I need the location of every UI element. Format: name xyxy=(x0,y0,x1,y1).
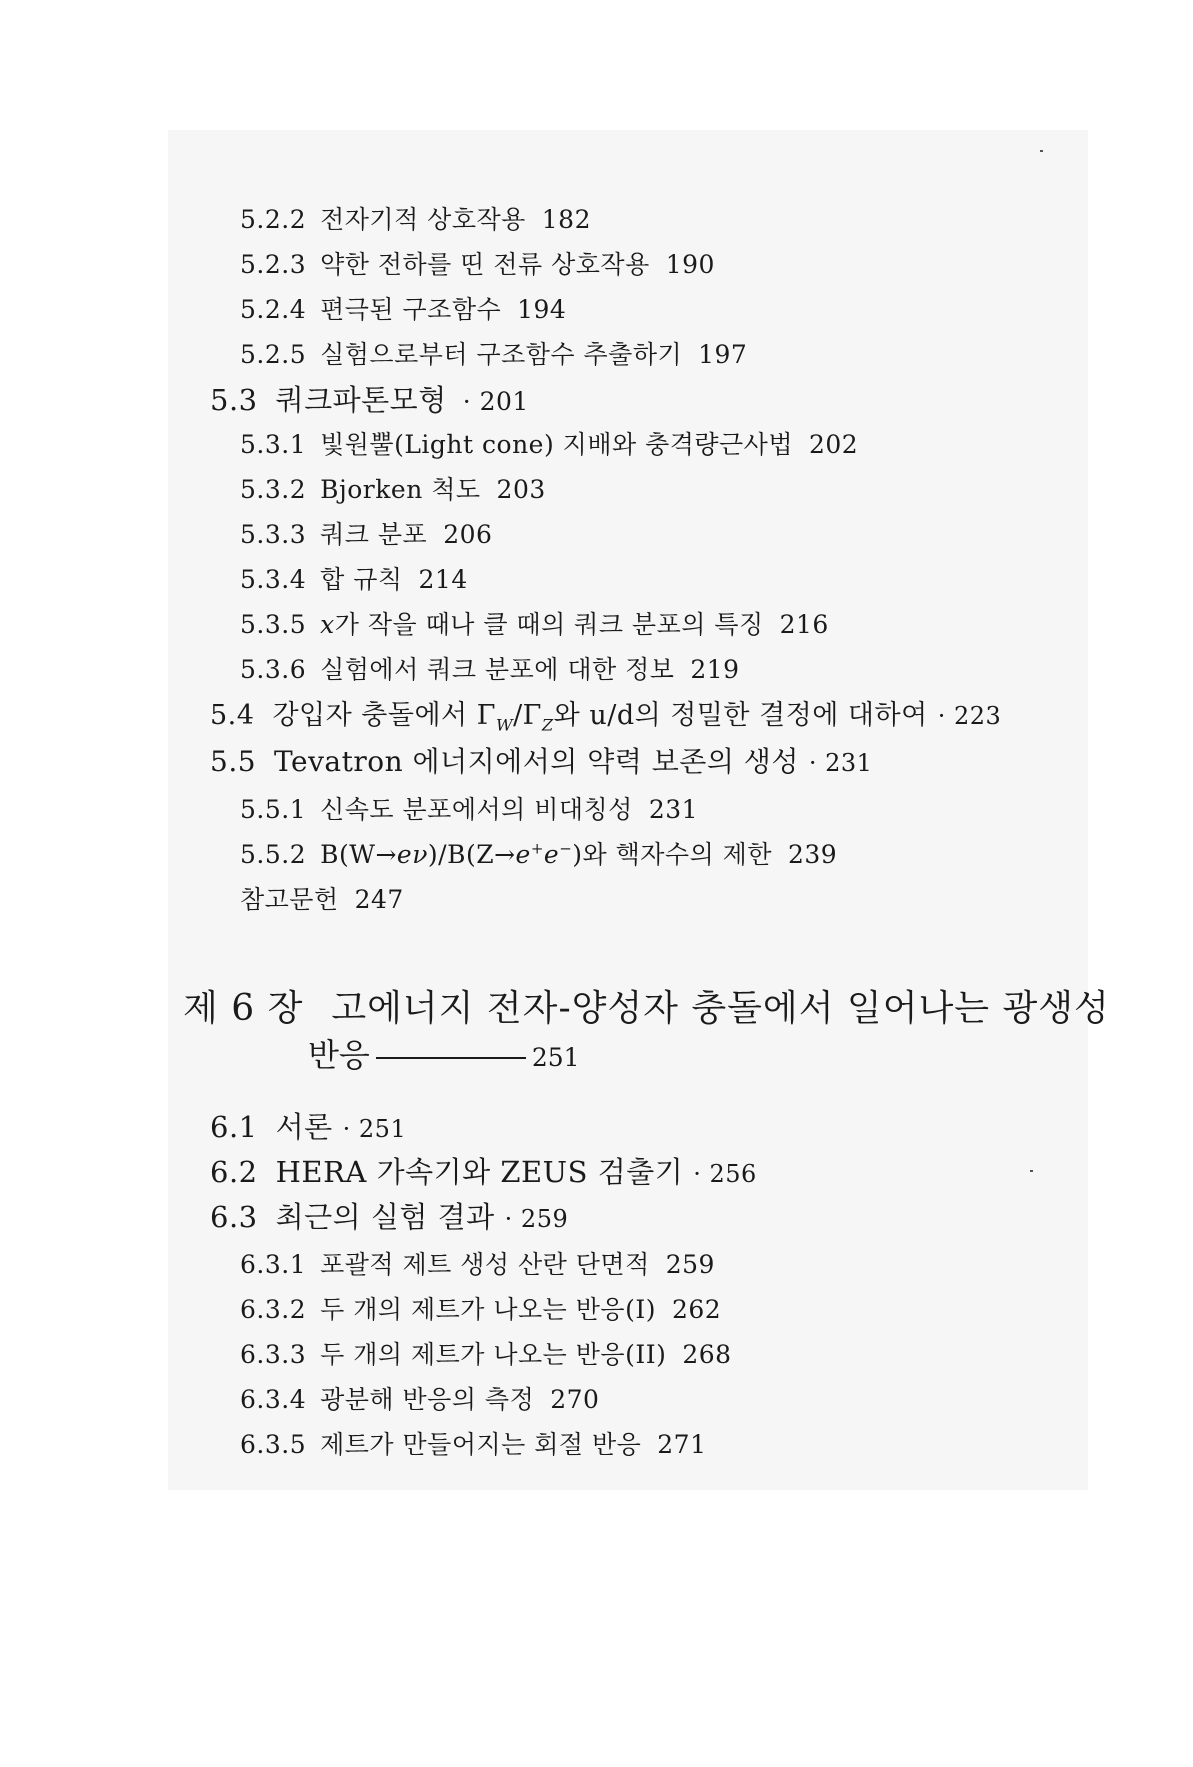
page-number: 259 xyxy=(665,1250,715,1279)
page-number: 214 xyxy=(418,565,468,594)
page-number: 231 xyxy=(648,795,699,824)
math-variable: x xyxy=(320,610,335,639)
section-number: 6.3.5 xyxy=(240,1430,307,1459)
toc-section xyxy=(210,378,529,419)
page-number: 262 xyxy=(671,1295,722,1324)
page-number: 203 xyxy=(496,475,546,504)
toc-entry xyxy=(240,1290,721,1326)
toc-entry xyxy=(240,1425,707,1461)
toc-entry xyxy=(240,335,747,371)
section-number: 5.5.2 xyxy=(240,840,307,869)
section-title: 포괄적 제트 생성 산란 단면적 xyxy=(320,1250,650,1279)
toc-entry xyxy=(240,650,740,686)
scan-speck xyxy=(1030,1170,1033,1172)
chapter-heading xyxy=(183,980,1110,1031)
page-number: 270 xyxy=(550,1385,600,1414)
section-title: 합 규칙 xyxy=(320,565,403,594)
section-title: 빛원뿔(Light cone) 지배와 충격량근사법 xyxy=(320,430,793,459)
formula-part: eν xyxy=(396,840,428,869)
section-title: 광분해 반응의 측정 xyxy=(320,1385,535,1414)
formula-part: e xyxy=(515,840,531,869)
toc-entry xyxy=(240,200,591,236)
toc-entry xyxy=(240,605,829,641)
section-number: 5.2.3 xyxy=(240,250,307,279)
chapter-heading-continued xyxy=(308,1030,580,1076)
section-number: 5.4 xyxy=(210,700,255,731)
section-number: 5.3 xyxy=(210,383,258,417)
section-title: 약한 전하를 띤 전류 상호작용 xyxy=(320,250,650,279)
section-number: 5.5.1 xyxy=(240,795,307,824)
toc-entry xyxy=(240,1380,599,1416)
section-number: 6.3.1 xyxy=(240,1250,307,1279)
chapter-label: 제 6 장 xyxy=(183,988,304,1029)
toc-section xyxy=(210,1105,406,1146)
section-number: 5.2.5 xyxy=(240,340,307,369)
toc-entry xyxy=(240,880,404,916)
toc-entry xyxy=(240,515,492,551)
toc-entry xyxy=(240,1245,715,1281)
section-number: 5.3.6 xyxy=(240,655,307,684)
section-title: 실험에서 쿼크 분포에 대한 정보 xyxy=(320,655,675,684)
formula-part: )/B(Z→ xyxy=(427,840,516,869)
formula-part: e xyxy=(543,840,560,869)
section-title: 쿼크파톤모형 xyxy=(275,383,447,417)
section-title: 제트가 만들어지는 회절 반응 xyxy=(320,1430,642,1459)
section-number: 5.2.2 xyxy=(240,205,307,234)
section-title: 신속도 분포에서의 비대칭성 xyxy=(320,795,633,824)
section-title: 편극된 구조함수 xyxy=(320,295,502,324)
page-number: 197 xyxy=(698,340,748,369)
section-title: 실험으로부터 구조함수 추출하기 xyxy=(320,340,683,369)
page-number: 219 xyxy=(690,655,740,684)
section-title: Tevatron 에너지에서의 약력 보존의 생성 xyxy=(274,745,799,778)
page-number: 190 xyxy=(665,250,715,279)
toc-entry xyxy=(240,1335,732,1371)
page-number: 268 xyxy=(682,1340,732,1369)
toc-entry xyxy=(240,470,546,506)
formula-part: )와 핵자수의 제한 xyxy=(572,840,772,869)
section-title: 가 작을 때나 클 때의 쿼크 분포의 특징 xyxy=(334,610,764,639)
toc-entry xyxy=(240,790,698,826)
section-title: 쿼크 분포 xyxy=(320,520,428,549)
section-number: 5.5 xyxy=(210,745,257,778)
section-title-part: 와 u/d의 정밀한 결정에 대하여 xyxy=(553,700,928,731)
toc-entry xyxy=(240,425,858,461)
section-number: 5.3.3 xyxy=(240,520,307,549)
superscript: − xyxy=(559,839,573,858)
page-number: · 259 xyxy=(504,1205,569,1233)
section-number: 6.3.4 xyxy=(240,1385,307,1414)
section-number: 6.3.2 xyxy=(240,1295,307,1324)
toc-entry xyxy=(240,560,468,596)
section-title: 두 개의 제트가 나오는 반응(I) xyxy=(320,1295,656,1324)
page-number: 194 xyxy=(517,295,567,324)
superscript: + xyxy=(530,839,544,858)
section-title: HERA 가속기와 ZEUS 검출기 xyxy=(275,1155,684,1189)
page-number: 206 xyxy=(443,520,493,549)
section-number: 6.2 xyxy=(210,1155,258,1189)
page-number: 182 xyxy=(541,205,591,234)
toc-section xyxy=(210,1195,568,1236)
section-title: 강입자 충돌에서 Γ xyxy=(272,700,496,731)
page-number: 202 xyxy=(808,430,859,459)
section-number: 5.3.1 xyxy=(240,430,307,459)
page-number: 247 xyxy=(354,885,404,914)
toc-entry xyxy=(240,290,566,326)
page-number: · 201 xyxy=(462,387,529,416)
section-title-part: /Γ xyxy=(513,700,542,731)
section-number: 6.3.3 xyxy=(240,1340,307,1369)
section-title: Bjorken 척도 xyxy=(320,475,481,504)
section-title: 참고문헌 xyxy=(240,885,339,914)
page-number: · 223 xyxy=(937,702,1002,730)
subscript: W xyxy=(495,715,514,735)
page-number: 216 xyxy=(779,610,829,639)
section-title: 최근의 실험 결과 xyxy=(275,1200,495,1234)
leader-rule xyxy=(376,1057,526,1059)
page-number: 251 xyxy=(531,1043,580,1072)
page-number: · 256 xyxy=(693,1160,757,1188)
page-number: · 231 xyxy=(808,749,873,777)
toc-entry xyxy=(240,835,837,871)
toc-section xyxy=(210,1150,757,1191)
toc-entry xyxy=(240,245,715,281)
chapter-title-line2: 반응 xyxy=(308,1036,370,1074)
page-number: 239 xyxy=(787,840,838,869)
scan-speck xyxy=(1040,150,1043,152)
section-number: 5.3.5 xyxy=(240,610,307,639)
page-number: 271 xyxy=(657,1430,707,1459)
section-title: 두 개의 제트가 나오는 반응(II) xyxy=(320,1340,667,1369)
section-number: 5.3.2 xyxy=(240,475,307,504)
chapter-title: 고에너지 전자-양성자 충돌에서 일어나는 광생성 xyxy=(331,988,1110,1029)
toc-section xyxy=(210,740,872,780)
section-number: 5.3.4 xyxy=(240,565,307,594)
formula-part: B(W→ xyxy=(320,840,397,869)
section-title: 서론 xyxy=(275,1110,333,1144)
section-number: 6.3 xyxy=(210,1200,258,1234)
subscript: Z xyxy=(541,715,554,735)
section-number: 5.2.4 xyxy=(240,295,307,324)
section-number: 6.1 xyxy=(210,1110,258,1144)
section-title: 전자기적 상호작용 xyxy=(320,205,526,234)
toc-section xyxy=(210,693,1001,734)
page-number: · 251 xyxy=(342,1115,407,1143)
